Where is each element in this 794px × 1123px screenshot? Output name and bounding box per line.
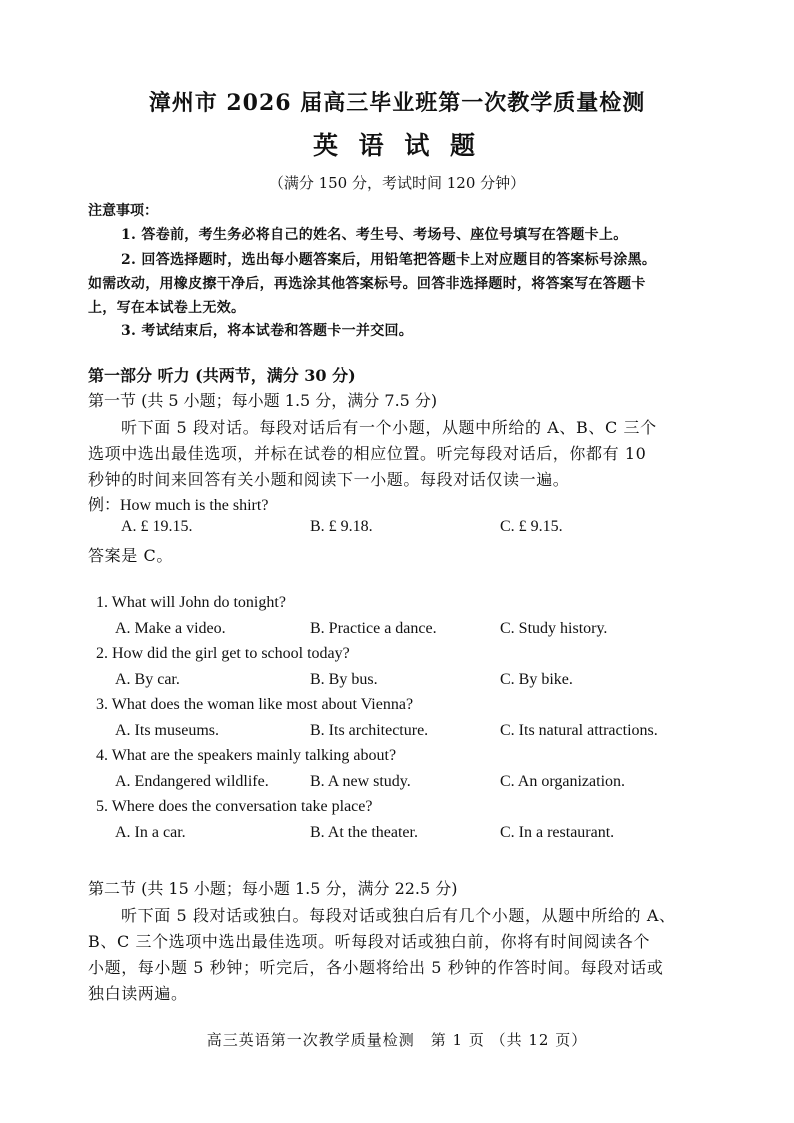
section2-instr-3: 小题，每小题 5 秒钟；听完后，各小题将给出 5 秒钟的作答时间。每段对话或	[88, 958, 664, 977]
section1-instr-3: 秒钟的时间来回答有关小题和阅读下一小题。每段对话仅读一遍。	[88, 470, 570, 489]
question-4: 4. What are the speakers mainly talking about?	[96, 747, 397, 764]
section2-instr-2: B、C 三个选项中选出最佳选项。听每段对话或独白前，你将有时间阅读各个	[88, 932, 651, 951]
section2-title: 第二节 (共 15 小题；每小题 1.5 分，满分 22.5 分)	[88, 879, 458, 898]
example-question: 例：How much is the shirt?	[88, 497, 269, 514]
q2-option-c: C. By bike.	[500, 671, 573, 688]
q1-option-a: A. Make a video.	[115, 620, 226, 637]
notice-heading: 注意事项：	[88, 203, 158, 219]
q2-option-a: A. By car.	[115, 671, 180, 688]
q3-option-a: A. Its museums.	[115, 722, 219, 739]
part1-title: 第一部分 听力 (共两节，满分 30 分)	[88, 366, 356, 385]
example-option-b: B. £ 9.18.	[310, 518, 373, 535]
notice-line-1: 1. 答卷前，考生务必将自己的姓名、考生号、考场号、座位号填写在答题卡上。	[121, 227, 628, 243]
section1-instr-2: 选项中选出最佳选项，并标在试卷的相应位置。听完每段对话后，你都有 10	[88, 444, 647, 463]
q3-option-b: B. Its architecture.	[310, 722, 429, 739]
question-1: 1. What will John do tonight?	[96, 594, 286, 611]
question-3: 3. What does the woman like most about Vienna?	[96, 696, 414, 713]
section2-instr-1: 听下面 5 段对话或独白。每段对话或独白后有几个小题，从题中所给的 A、	[121, 906, 676, 925]
question-2: 2. How did the girl get to school today?	[96, 645, 350, 662]
example-option-a: A. £ 19.15.	[121, 518, 193, 535]
notice-line-2b: 如需改动，用橡皮擦干净后，再选涂其他答案标号。回答非选择题时，将答案写在答题卡	[88, 276, 646, 292]
q1-option-b: B. Practice a dance.	[310, 620, 437, 637]
page-footer: 高三英语第一次教学质量检测 第 1 页 （共 12 页）	[206, 1031, 588, 1049]
q5-option-b: B. At the theater.	[310, 824, 418, 841]
exam-subject: 英 语 试 题	[312, 131, 482, 160]
example-option-c: C. £ 9.15.	[500, 518, 563, 535]
section1-instr-1: 听下面 5 段对话。每段对话后有一个小题，从题中所给的 A、B、C 三个	[121, 418, 657, 437]
notice-line-3: 3. 考试结束后，将本试卷和答题卡一并交回。	[121, 323, 414, 339]
section2-instr-4: 独白读两遍。	[88, 984, 188, 1003]
q4-option-b: B. A new study.	[310, 773, 411, 790]
q2-option-b: B. By bus.	[310, 671, 378, 688]
q4-option-c: C. An organization.	[500, 773, 626, 790]
q3-option-c: C. Its natural attractions.	[500, 722, 658, 739]
notice-line-2a: 2. 回答选择题时，选出每小题答案后，用铅笔把答题卡上对应题目的答案标号涂黑。	[121, 252, 657, 268]
q5-option-a: A. In a car.	[115, 824, 186, 841]
exam-title: 漳州市 2026 届高三毕业班第一次教学质量检测	[148, 90, 646, 116]
notice-line-2c: 上，写在本试卷上无效。	[88, 300, 246, 316]
score-info: （满分 150 分，考试时间 120 分钟）	[268, 174, 526, 192]
section1-title: 第一节 (共 5 小题；每小题 1.5 分，满分 7.5 分)	[88, 391, 438, 410]
q5-option-c: C. In a restaurant.	[500, 824, 615, 841]
example-answer: 答案是 C。	[88, 546, 173, 565]
q4-option-a: A. Endangered wildlife.	[115, 773, 269, 790]
question-5: 5. Where does the conversation take place?	[96, 798, 373, 815]
q1-option-c: C. Study history.	[500, 620, 608, 637]
